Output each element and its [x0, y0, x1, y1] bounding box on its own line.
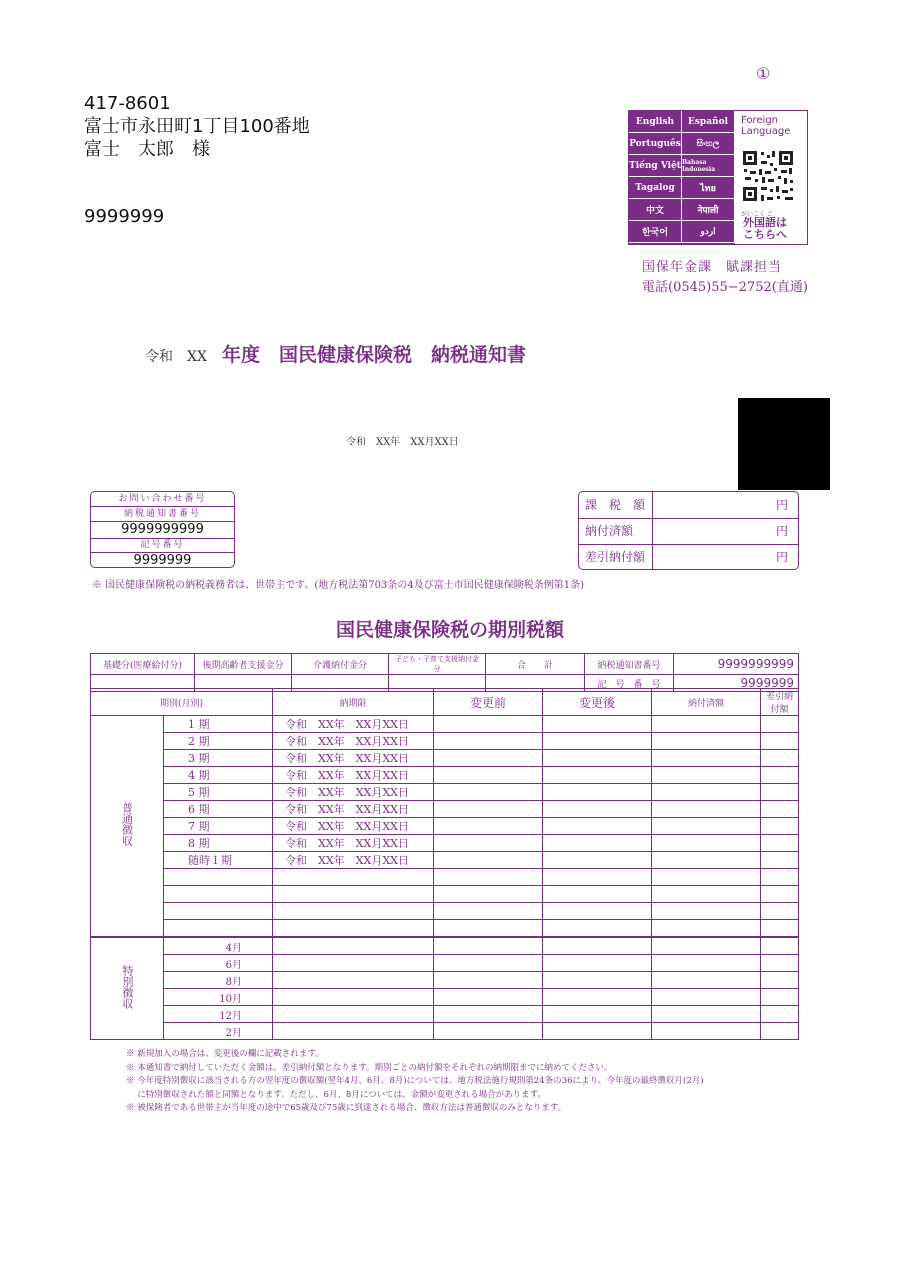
balance-cell — [761, 903, 799, 920]
language-option[interactable]: English — [629, 111, 682, 133]
foreign-language-caption — [743, 217, 787, 241]
before-cell — [434, 750, 543, 767]
period-row — [91, 818, 799, 835]
header-cell: 納期限 — [273, 689, 434, 716]
header-cell: 変更前 — [434, 689, 543, 716]
before-cell — [434, 733, 543, 750]
language-option[interactable]: Tiếng Việt — [629, 155, 682, 177]
due-date-cell: 令和 XX年 XX月XX日 — [273, 733, 434, 750]
balance-cell — [761, 869, 799, 886]
note-line: ※ 本通知書で納付していただく金額は、差引納付額となります。期別ごとの納付額をそれぞれの納期限までに納めてください。 — [126, 1062, 613, 1073]
before-cell — [434, 784, 543, 801]
period-row — [91, 750, 799, 767]
header-cell: 後期高齢者支援金分 — [195, 654, 292, 675]
period-cell: 7 期 — [164, 818, 273, 835]
period-cell: 2 期 — [164, 733, 273, 750]
after-cell — [543, 937, 652, 955]
after-cell — [543, 972, 652, 989]
before-cell — [434, 716, 543, 733]
balance-cell — [761, 1006, 799, 1023]
month-cell: 12月 — [164, 1006, 273, 1023]
inquiry-box — [90, 491, 235, 568]
period-row — [91, 852, 799, 869]
before-cell — [434, 989, 543, 1006]
notice-no-value: 9999999999 — [91, 522, 234, 539]
summary-table — [90, 653, 799, 692]
code-no-label: 記号番号 — [91, 539, 234, 553]
month-cell: 6月 — [164, 955, 273, 972]
balance-cell — [761, 955, 799, 972]
summary-header-row — [91, 654, 799, 675]
amount-label: 差引納付額 — [579, 545, 653, 570]
month-cell: 8月 — [164, 972, 273, 989]
period-cell — [164, 903, 273, 920]
header-cell: 合 計 — [486, 654, 585, 675]
period-cell: 8 期 — [164, 835, 273, 852]
month-cell: 4月 — [164, 937, 273, 955]
amount-label: 納付済額 — [579, 519, 653, 544]
paid-cell — [652, 835, 761, 852]
period-table — [90, 688, 799, 1040]
amount-unit: 円 — [775, 524, 788, 538]
amount-row-paid — [579, 519, 798, 545]
after-cell — [543, 818, 652, 835]
balance-cell — [761, 920, 799, 938]
paid-cell — [652, 972, 761, 989]
due-date-cell — [273, 869, 434, 886]
header-cell: 差引納付額 — [761, 689, 799, 716]
language-option[interactable]: සිංහල — [682, 133, 735, 155]
special-row — [91, 955, 799, 972]
paid-cell — [652, 750, 761, 767]
code-no-cell: 9999999 — [674, 675, 799, 692]
futsu-label-text: 普通徴収 — [120, 802, 134, 846]
period-row — [91, 716, 799, 733]
due-date-cell — [273, 989, 434, 1006]
amount-unit: 円 — [775, 550, 788, 564]
recipient-name: 富士 太郎 様 — [84, 139, 210, 160]
header-cell: 期別(月別) — [91, 689, 273, 716]
header-cell: 納税通知書番号 — [585, 654, 674, 675]
header-cell: 納付済額 — [652, 689, 761, 716]
before-cell — [434, 886, 543, 903]
month-cell: 10月 — [164, 989, 273, 1006]
after-cell — [543, 835, 652, 852]
caption-line-2: こちらへ — [743, 228, 787, 241]
period-row — [91, 784, 799, 801]
period-cell: 6 期 — [164, 801, 273, 818]
after-cell — [543, 733, 652, 750]
paid-cell — [652, 937, 761, 955]
paid-cell — [652, 955, 761, 972]
period-cell: 随時１期 — [164, 852, 273, 869]
balance-cell — [761, 801, 799, 818]
language-option[interactable]: 한국어 — [629, 221, 682, 243]
code-no-value: 9999999 — [133, 553, 192, 568]
paid-cell — [652, 903, 761, 920]
amounts-box — [578, 491, 799, 570]
special-row — [91, 989, 799, 1006]
before-cell — [434, 1006, 543, 1023]
amount-row-balance — [579, 545, 798, 570]
due-date-cell: 令和 XX年 XX月XX日 — [273, 716, 434, 733]
due-date-cell — [273, 972, 434, 989]
page-title — [145, 340, 526, 367]
redaction-box — [738, 398, 830, 490]
due-date-cell — [273, 920, 434, 938]
language-option[interactable]: Bahasa Indonesia — [682, 155, 735, 177]
before-cell — [434, 937, 543, 955]
due-date-cell: 令和 XX年 XX月XX日 — [273, 852, 434, 869]
address-line: 富士市永田町1丁目100番地 — [84, 116, 310, 137]
paid-cell — [652, 1023, 761, 1040]
note-line: ※ 被保険者である世帯主が当年度の途中で65歳及び75歳に到達される場合、徴収方法は普通徴収のみとなります。 — [126, 1103, 567, 1113]
amount-label: 課 税 額 — [579, 492, 653, 518]
after-cell — [543, 1006, 652, 1023]
header-cell: 記 号 番 号 — [585, 675, 674, 692]
before-cell — [434, 920, 543, 938]
address-block — [84, 92, 310, 161]
before-cell — [434, 1023, 543, 1040]
tokubetsu-label — [91, 937, 164, 1040]
period-row — [91, 920, 799, 938]
before-cell — [434, 767, 543, 784]
contact-dept: 国保年金課 賦課担当 — [642, 260, 783, 275]
language-option[interactable]: اردو — [682, 221, 735, 243]
language-grid — [629, 111, 735, 244]
futsu-label — [91, 716, 164, 938]
due-date-cell: 令和 XX年 XX月XX日 — [273, 784, 434, 801]
period-cell: 4 期 — [164, 767, 273, 784]
tokubetsu-label-text: 特別徴収 — [121, 965, 134, 1009]
special-row — [91, 1023, 799, 1040]
after-cell — [543, 1023, 652, 1040]
after-cell — [543, 886, 652, 903]
paid-cell — [652, 733, 761, 750]
section-title: 国民健康保険税の期別税額 — [335, 619, 564, 641]
issue-date: 令和 XX年 XX月XX日 — [346, 437, 459, 448]
due-date-cell — [273, 937, 434, 955]
language-option[interactable]: नेपाली — [682, 199, 735, 221]
before-cell — [434, 818, 543, 835]
due-date-cell — [273, 1006, 434, 1023]
due-date-cell — [273, 903, 434, 920]
due-date-cell: 令和 XX年 XX月XX日 — [273, 835, 434, 852]
note-line: ※ 新規加入の場合は、変更後の欄に記載されます。 — [126, 1049, 324, 1059]
paid-cell — [652, 716, 761, 733]
balance-cell — [761, 750, 799, 767]
period-row — [91, 835, 799, 852]
title-main: 年度 国民健康保険税 納税通知書 — [222, 344, 527, 366]
balance-cell — [761, 767, 799, 784]
period-row — [91, 886, 799, 903]
special-row — [91, 972, 799, 989]
header-cell: 変更後 — [543, 689, 652, 716]
after-cell — [543, 767, 652, 784]
postal-code: 417-8601 — [84, 93, 171, 114]
balance-cell — [761, 886, 799, 903]
amount-unit: 円 — [775, 498, 788, 512]
balance-cell — [761, 835, 799, 852]
after-cell — [543, 903, 652, 920]
balance-cell — [761, 937, 799, 955]
balance-cell — [761, 1023, 799, 1040]
balance-cell — [761, 852, 799, 869]
period-cell: 1 期 — [164, 716, 273, 733]
before-cell — [434, 972, 543, 989]
period-cell — [164, 920, 273, 938]
period-row — [91, 903, 799, 920]
before-cell — [434, 869, 543, 886]
language-option[interactable]: 中文 — [629, 199, 682, 221]
paid-cell — [652, 886, 761, 903]
special-row — [91, 937, 799, 955]
balance-cell — [761, 784, 799, 801]
language-option[interactable]: Português — [629, 133, 682, 155]
paid-cell — [652, 801, 761, 818]
notice-no-cell: 9999999999 — [674, 654, 799, 675]
header-cell: 基礎分(医療給付分) — [91, 654, 195, 675]
before-cell — [434, 955, 543, 972]
period-cell — [164, 886, 273, 903]
after-cell — [543, 784, 652, 801]
period-cell: 5 期 — [164, 784, 273, 801]
paid-cell — [652, 767, 761, 784]
inquiry-header: お問い合わせ番号 — [91, 492, 234, 507]
period-cell: 3 期 — [164, 750, 273, 767]
due-date-cell: 令和 XX年 XX月XX日 — [273, 750, 434, 767]
paid-cell — [652, 869, 761, 886]
period-row — [91, 869, 799, 886]
before-cell — [434, 903, 543, 920]
due-date-cell: 令和 XX年 XX月XX日 — [273, 801, 434, 818]
paid-cell — [652, 1006, 761, 1023]
obligor-note: ※ 国民健康保険税の納税義務者は、世帯主です。(地方税法第703条の4及び富士市国民健康保険税条例第1条) — [92, 580, 584, 591]
period-row — [91, 733, 799, 750]
due-date-cell: 令和 XX年 XX月XX日 — [273, 818, 434, 835]
before-cell — [434, 835, 543, 852]
contact-phone: 電話(0545)55−2752(直通) — [642, 280, 808, 295]
after-cell — [543, 920, 652, 938]
due-date-cell — [273, 955, 434, 972]
balance-cell — [761, 818, 799, 835]
qr-code-icon[interactable] — [741, 149, 795, 203]
amount-row-tax — [579, 492, 798, 519]
special-row — [91, 1006, 799, 1023]
page-number-marker: ① — [756, 64, 771, 83]
after-cell — [543, 716, 652, 733]
notes-block — [126, 1048, 704, 1116]
after-cell — [543, 750, 652, 767]
note-line: に特別徴収された額と同額となります。ただし、6月、8月については、金額が変更される場合があります。 — [126, 1089, 546, 1100]
header-cell: 子ども・子育て支援納付金分 — [389, 654, 486, 675]
paid-cell — [652, 852, 761, 869]
before-cell — [434, 801, 543, 818]
recipient-id: 9999999 — [84, 206, 165, 227]
balance-cell — [761, 989, 799, 1006]
foreign-language-box[interactable] — [628, 110, 808, 245]
language-option[interactable]: Tagalog — [629, 177, 682, 199]
balance-cell — [761, 972, 799, 989]
foreign-language-label: Foreign Language — [741, 115, 791, 137]
caption-line-1: 外国語は — [743, 216, 787, 229]
language-option[interactable]: Español — [682, 111, 735, 133]
paid-cell — [652, 920, 761, 938]
due-date-cell — [273, 1023, 434, 1040]
due-date-cell: 令和 XX年 XX月XX日 — [273, 767, 434, 784]
language-option[interactable]: ไทย — [682, 177, 735, 199]
balance-cell — [761, 716, 799, 733]
paid-cell — [652, 784, 761, 801]
paid-cell — [652, 818, 761, 835]
after-cell — [543, 955, 652, 972]
balance-cell — [761, 733, 799, 750]
month-cell: 2月 — [164, 1023, 273, 1040]
due-date-cell — [273, 886, 434, 903]
furigana: がいこく ご — [741, 211, 773, 218]
period-row — [91, 767, 799, 784]
after-cell — [543, 989, 652, 1006]
period-row — [91, 801, 799, 818]
period-header-row — [91, 689, 799, 716]
period-cell — [164, 869, 273, 886]
header-cell: 介護納付金分 — [292, 654, 389, 675]
note-line: ※ 今年度特別徴収に該当される方の翌年度の徴収額(翌年4月、6月、8月)については、地方税法施行規則第24条の36により、今年度の最終徴収月(2月) — [126, 1076, 704, 1086]
notice-no-label: 納税通知書番号 — [91, 507, 234, 522]
paid-cell — [652, 989, 761, 1006]
after-cell — [543, 852, 652, 869]
title-era: 令和 XX — [145, 349, 207, 365]
after-cell — [543, 801, 652, 818]
after-cell — [543, 869, 652, 886]
before-cell — [434, 852, 543, 869]
